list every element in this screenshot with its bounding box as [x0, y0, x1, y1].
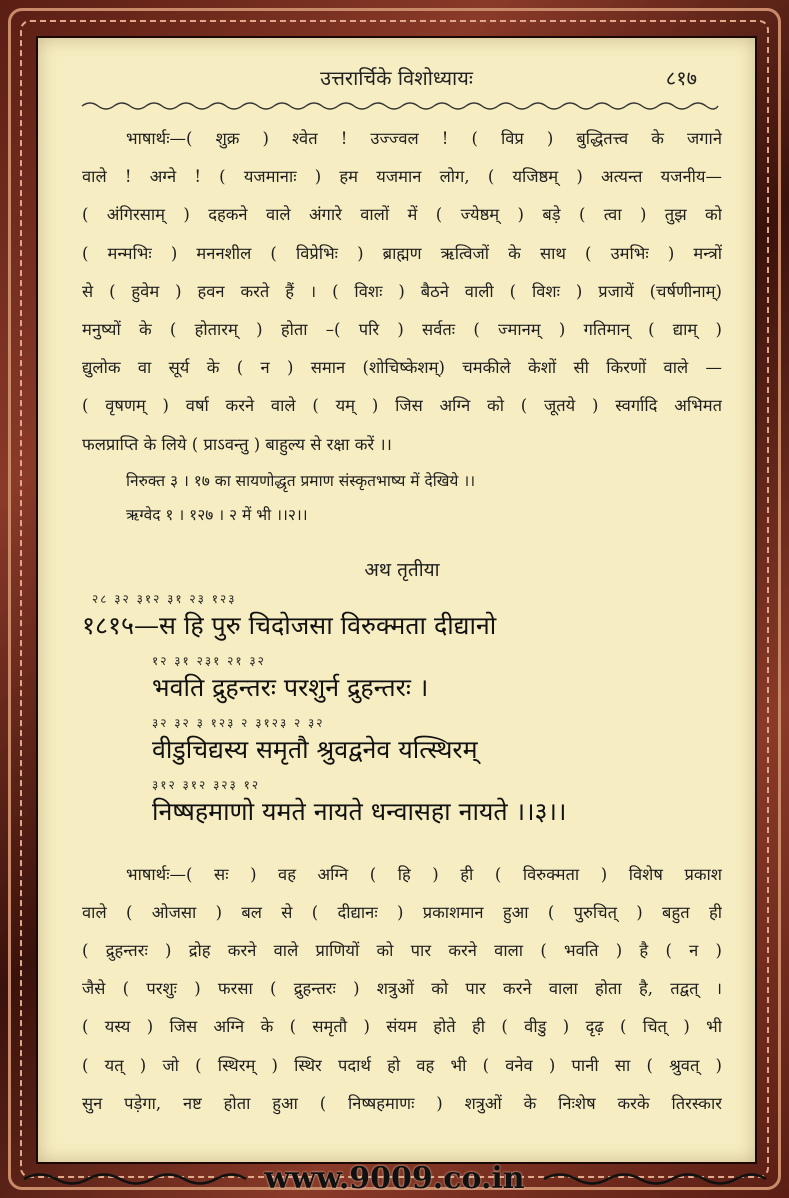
text-line: भाषार्थः—( सः ) वह अग्नि ( हि ) ही ( विरुक्मता ) विशेष प्रकाश [126, 864, 722, 884]
page [36, 36, 757, 1164]
text-line: ( यस्य ) जिस अग्नि के ( समृतौ ) संयम होते ही ( वीडु ) दृढ़ ( चित् ) भी [82, 1017, 722, 1037]
meaning-paragraph-2 [82, 856, 722, 1123]
verse-line [82, 652, 722, 714]
text-line: भाषार्थः—( शुक्र ) श्वेत ! उज्ज्वल ! ( विप्र ) बुद्धितत्त्व के जगाने [126, 129, 722, 148]
verse-text: निष्षहमाणो यमते नायते धन्वासहा नायते ।।३।। [152, 796, 567, 826]
text-line: वाले ( ओजसा ) बल से ( दीद्यानः ) प्रकाशमान हुआ ( पुरुचित् ) बहुत ही [82, 902, 722, 922]
accent-marks: ३२ ३२ ३ १२३ २ ३१२३ २ ३२ [152, 715, 325, 730]
footer-ornament-right [540, 1170, 770, 1188]
accent-marks: १२ ३१ २३१ २१ ३२ [152, 653, 266, 668]
accent-marks: २८ ३२ ३१२ ३१ २३ १२३ [92, 591, 237, 606]
text-line: ( यत् ) जो ( स्थिरम् ) स्थिर पदार्थ हो वह भी ( वनेव ) पानी सा ( श्रुवत् ) [82, 1055, 722, 1075]
page-header [38, 64, 755, 94]
verse-text: भवति द्रुहन्तरः परशुर्न द्रुहन्तरः । [152, 672, 429, 702]
page-number: ८१७ [665, 66, 697, 90]
section-heading: अथ तृतीया [364, 558, 440, 581]
text-line: सुन पड़ेगा, नष्ट होता हुआ ( निष्षहमाणः ) शत्रुओं के निःशेष करके तिरस्कार [82, 1093, 722, 1113]
page-body [82, 120, 722, 1123]
text-line: से ( हुवेम ) हवन करते हैं । ( विशः ) बैठने वाली ( विशः ) प्रजायें (चर्षणीनाम्) [82, 281, 722, 301]
text-line: ( वृषणम् ) वर्षा करने वाले ( यम् ) जिस अग्नि को ( जूतये ) स्वर्गादि अभिमत [82, 396, 722, 416]
verse-text: वीडुचिद्यस्य समृतौ श्रुवद्वनेव यत्स्थिरम् [152, 734, 478, 764]
meaning-paragraph-1 [82, 120, 722, 464]
verse-text: १८१५—स हि पुरु चिदोजसा विरुक्मता दीद्यानो [82, 610, 497, 640]
text-line: द्युलोक वा सूर्य के ( न ) समान (शोचिष्केशम्) चमकीले केशों सी किरणों वाले — [82, 358, 722, 378]
ornamental-divider [80, 100, 720, 112]
text-line: ( द्रुहन्तरः ) द्रोह करने वाले प्राणियों को पार करने वाला ( भवति ) है ( न ) [82, 941, 722, 961]
text-line: फलप्राप्ति के लिये ( प्राऽवन्तु ) बाहुल्य से रक्षा करें ।। [82, 434, 392, 454]
text-line: ( मन्मभिः ) मननशील ( विप्रेभिः ) ब्राह्मण ऋत्विजों के साथ ( उमभिः ) मन्त्रों [82, 243, 722, 263]
accent-marks: ३१२ ३१२ ३२३ १२ [152, 777, 261, 792]
text-line: ( अंगिरसाम् ) दहकने वाले अंगारे वालों में ( ज्येष्ठम् ) बड़े ( त्वा ) तुझ को [82, 205, 722, 225]
text-line: वाले ! अग्ने ! ( यजमानाः ) हम यजमान लोग, ( यजिष्ठम् ) अत्यन्त यजनीय— [82, 167, 722, 187]
rigveda-reference: ऋग्वेद १ । १२७ । २ में भी ।।२।। [126, 505, 308, 524]
text-line: जैसे ( परशुः ) फरसा ( द्रुहन्तरः ) शत्रुओं को पार करने वाला होता है, तद्वत् । [82, 979, 722, 999]
text-line: मनुष्यों के ( होतारम् ) होता –( परि ) सर्वतः ( ज्मानम् ) गतिमान् ( द्याम् ) [82, 319, 722, 339]
footer-website[interactable]: www.9009.co.in [264, 1161, 525, 1196]
nirukta-reference: निरुक्त ३ । १७ का सायणोद्धृत प्रमाण संस्कृतभाष्य में देखिये ।। [126, 471, 476, 490]
verse-line [82, 776, 722, 838]
verse-line [82, 714, 722, 776]
chapter-title: उत्तरार्चिके विशोध्यायः [320, 66, 473, 90]
verse-line [82, 590, 722, 652]
